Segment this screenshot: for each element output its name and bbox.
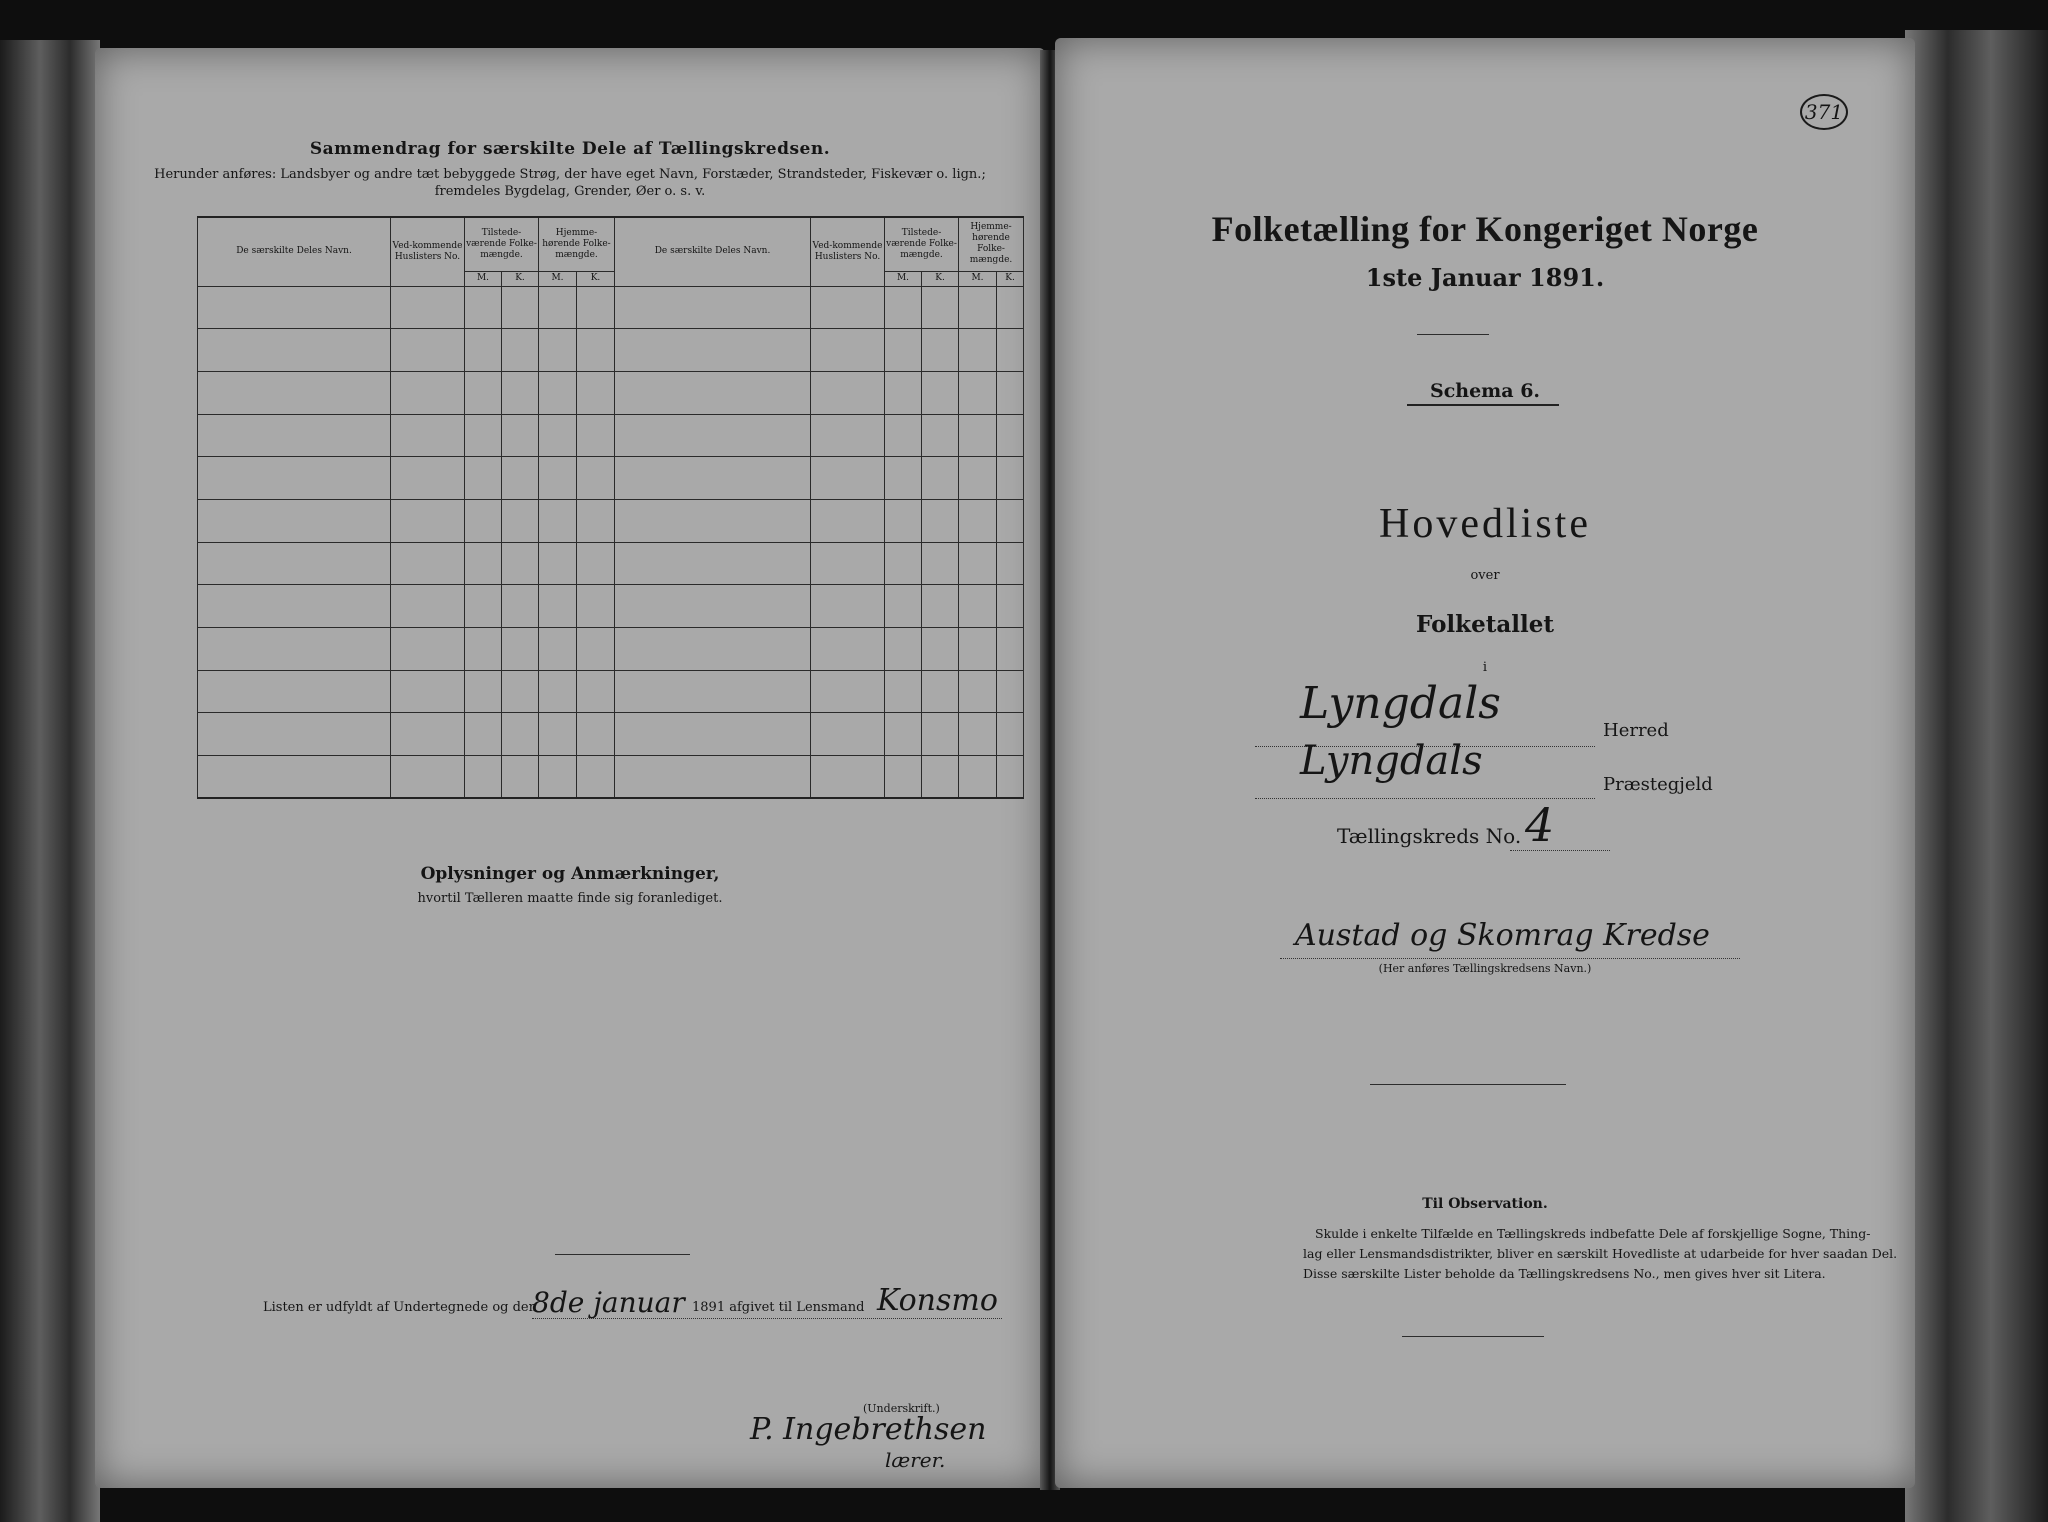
sub-k: K. <box>577 271 615 286</box>
table-cell <box>922 286 959 329</box>
table-cell <box>997 756 1024 799</box>
col-header-name-2: De særskilte Deles Navn. <box>615 217 811 286</box>
table-cell <box>577 286 615 329</box>
table-cell <box>615 713 811 756</box>
table-cell <box>465 414 502 457</box>
table-cell <box>465 542 502 585</box>
table-cell <box>465 499 502 542</box>
table-cell <box>615 542 811 585</box>
table-cell <box>198 713 391 756</box>
table-cell <box>465 329 502 372</box>
table-cell <box>391 670 465 713</box>
table-cell <box>577 414 615 457</box>
table-cell <box>615 628 811 671</box>
summary-table <box>197 216 1024 799</box>
table-cell <box>922 756 959 799</box>
census-date: 1ste Januar 1891. <box>1365 263 1605 292</box>
signature: P. Ingebrethsen <box>750 1412 987 1447</box>
bottom-divider <box>1402 1336 1544 1337</box>
table-cell <box>997 414 1024 457</box>
table-cell <box>391 713 465 756</box>
observation-line1: Skulde i enkelte Tilfælde en Tællingskreds indbefatte Dele af forskjellige Sogne, Thing- <box>1315 1226 1871 1241</box>
table-cell <box>391 585 465 628</box>
table-cell <box>539 371 577 414</box>
table-cell <box>539 457 577 500</box>
table-cell <box>198 542 391 585</box>
table-cell <box>959 414 997 457</box>
signature-label: (Underskrift.) <box>863 1402 940 1415</box>
table-row <box>198 713 1024 756</box>
col-header-vedkommende-2: Ved-kommende Huslisters No. <box>811 217 885 286</box>
kreds-number: 4 <box>1525 798 1555 852</box>
table-cell <box>391 371 465 414</box>
signoff-year: 1891 afgivet til Lensmand <box>692 1300 865 1315</box>
table-cell <box>997 457 1024 500</box>
table-cell <box>811 670 885 713</box>
table-cell <box>539 670 577 713</box>
table-cell <box>198 371 391 414</box>
table-cell <box>811 414 885 457</box>
table-cell <box>959 371 997 414</box>
sub-m: M. <box>465 271 502 286</box>
kreds-dotline <box>1510 850 1610 851</box>
table-cell <box>198 329 391 372</box>
table-cell <box>922 499 959 542</box>
table-cell <box>885 670 922 713</box>
table-cell <box>811 286 885 329</box>
table-cell <box>811 457 885 500</box>
table-cell <box>539 499 577 542</box>
table-cell <box>811 713 885 756</box>
table-cell <box>885 499 922 542</box>
table-cell <box>502 713 539 756</box>
table-row <box>198 371 1024 414</box>
table-cell <box>885 585 922 628</box>
table-cell <box>539 542 577 585</box>
table-row <box>198 585 1024 628</box>
signature-title: lærer. <box>885 1448 946 1472</box>
table-cell <box>391 414 465 457</box>
signoff-date: 8de januar <box>532 1286 685 1319</box>
table-cell <box>391 329 465 372</box>
col-header-tilstede-1: Tilstede-værende Folke-mængde. <box>465 217 539 271</box>
table-cell <box>465 371 502 414</box>
table-cell <box>615 457 811 500</box>
table-cell <box>885 329 922 372</box>
table-row <box>198 499 1024 542</box>
kreds-name: Austad og Skomrag Kredse <box>1295 918 1710 953</box>
table-cell <box>465 457 502 500</box>
table-row <box>198 414 1024 457</box>
table-cell <box>997 542 1024 585</box>
right-page <box>1055 38 1915 1488</box>
table-cell <box>465 628 502 671</box>
schema-label: Schema 6. <box>1429 380 1541 402</box>
summary-subtitle-line1: Herunder anføres: Landsbyer og andre tæt bebyggede Strøg, der have eget Navn, Forstæder, Strandsteder, Fiskevær o. lign.; <box>154 167 986 182</box>
table-cell <box>539 756 577 799</box>
signoff-dotline <box>532 1318 1002 1319</box>
table-cell <box>577 329 615 372</box>
table-cell <box>615 756 811 799</box>
table-cell <box>959 329 997 372</box>
table-cell <box>502 329 539 372</box>
hovedliste-title: Hovedliste <box>1379 501 1591 547</box>
observation-title: Til Observation. <box>1422 1196 1548 1212</box>
table-cell <box>502 371 539 414</box>
table-cell <box>922 542 959 585</box>
col-header-vedkommende-1: Ved-kommende Huslisters No. <box>391 217 465 286</box>
table-cell <box>811 542 885 585</box>
table-cell <box>959 499 997 542</box>
table-cell <box>885 542 922 585</box>
observation-line3: Disse særskilte Lister beholde da Tællingskredsens No., men gives hver sit Litera. <box>1303 1266 1826 1281</box>
table-cell <box>391 542 465 585</box>
table-cell <box>885 756 922 799</box>
table-cell <box>391 628 465 671</box>
col-header-hjemme-1: Hjemme-hørende Folke-mængde. <box>539 217 615 271</box>
table-cell <box>885 713 922 756</box>
table-cell <box>577 499 615 542</box>
table-cell <box>502 670 539 713</box>
table-cell <box>922 670 959 713</box>
signoff-lensmand: Konsmo <box>877 1283 998 1318</box>
table-cell <box>811 329 885 372</box>
table-cell <box>997 499 1024 542</box>
table-cell <box>811 756 885 799</box>
table-cell <box>615 286 811 329</box>
table-cell <box>465 756 502 799</box>
table-cell <box>922 371 959 414</box>
over-text: over <box>1470 568 1500 583</box>
table-cell <box>391 286 465 329</box>
kreds-name-caption: (Her anføres Tællingskredsens Navn.) <box>1378 962 1592 975</box>
table-cell <box>922 457 959 500</box>
table-cell <box>959 670 997 713</box>
table-cell <box>811 371 885 414</box>
sub-k: K. <box>502 271 539 286</box>
table-cell <box>959 585 997 628</box>
table-cell <box>539 585 577 628</box>
table-cell <box>615 329 811 372</box>
sub-k: K. <box>997 271 1024 286</box>
table-cell <box>959 457 997 500</box>
table-cell <box>811 499 885 542</box>
lower-divider <box>1370 1084 1566 1085</box>
table-cell <box>577 585 615 628</box>
table-cell <box>198 414 391 457</box>
main-title: Folketælling for Kongeriget Norge <box>1211 209 1759 249</box>
table-cell <box>577 756 615 799</box>
table-cell <box>922 585 959 628</box>
table-cell <box>997 329 1024 372</box>
table-cell <box>577 670 615 713</box>
table-cell <box>465 585 502 628</box>
table-cell <box>959 713 997 756</box>
table-cell <box>198 670 391 713</box>
table-cell <box>885 628 922 671</box>
table-cell <box>391 756 465 799</box>
table-cell <box>885 414 922 457</box>
kreds-name-dotline <box>1280 958 1740 959</box>
book-edge-right <box>1905 30 2048 1522</box>
table-cell <box>539 414 577 457</box>
table-cell <box>959 756 997 799</box>
table-cell <box>615 670 811 713</box>
table-cell <box>502 756 539 799</box>
table-cell <box>198 628 391 671</box>
table-cell <box>502 414 539 457</box>
remarks-subtitle: hvortil Tælleren maatte finde sig foranlediget. <box>417 891 723 906</box>
summary-subtitle-line2: fremdeles Bygdelag, Grender, Øer o. s. v. <box>434 184 706 199</box>
table-cell <box>502 499 539 542</box>
table-cell <box>465 670 502 713</box>
table-cell <box>502 457 539 500</box>
table-cell <box>922 329 959 372</box>
table-cell <box>997 628 1024 671</box>
table-cell <box>391 499 465 542</box>
col-header-hjemme-2: Hjemme-hørende Folke-mængde. <box>959 217 1024 271</box>
herred-label: Herred <box>1603 720 1669 741</box>
page-number: 371 <box>1800 94 1848 130</box>
table-cell <box>922 414 959 457</box>
table-row <box>198 670 1024 713</box>
table-cell <box>885 371 922 414</box>
table-cell <box>885 286 922 329</box>
table-cell <box>997 713 1024 756</box>
table-cell <box>997 286 1024 329</box>
table-cell <box>198 585 391 628</box>
table-cell <box>577 628 615 671</box>
table-row <box>198 329 1024 372</box>
kreds-label: Tællingskreds No. <box>1337 824 1522 848</box>
col-header-tilstede-2: Tilstede-værende Folke-mængde. <box>885 217 959 271</box>
table-cell <box>615 414 811 457</box>
table-cell <box>539 628 577 671</box>
praestegjeld-label: Præstegjeld <box>1603 774 1713 795</box>
signoff-divider <box>555 1254 690 1255</box>
table-row <box>198 542 1024 585</box>
sub-k: K. <box>922 271 959 286</box>
table-cell <box>539 713 577 756</box>
table-cell <box>615 499 811 542</box>
i-text: i <box>1482 660 1488 675</box>
table-cell <box>502 286 539 329</box>
table-cell <box>811 585 885 628</box>
table-cell <box>959 286 997 329</box>
table-cell <box>997 585 1024 628</box>
table-cell <box>997 670 1024 713</box>
herred-name: Lyngdals <box>1300 678 1501 729</box>
table-cell <box>885 457 922 500</box>
table-cell <box>198 756 391 799</box>
table-row <box>198 457 1024 500</box>
table-cell <box>922 713 959 756</box>
praestegjeld-name: Lyngdals <box>1300 738 1483 784</box>
table-cell <box>465 286 502 329</box>
table-cell <box>615 585 811 628</box>
table-cell <box>539 286 577 329</box>
table-cell <box>577 371 615 414</box>
schema-underline <box>1407 404 1559 406</box>
table-cell <box>577 713 615 756</box>
table-cell <box>997 371 1024 414</box>
signoff-prefix: Listen er udfyldt af Undertegnede og den <box>263 1300 537 1315</box>
table-cell <box>577 457 615 500</box>
table-cell <box>198 499 391 542</box>
table-row <box>198 628 1024 671</box>
folketallet-title: Folketallet <box>1416 611 1554 638</box>
table-cell <box>539 329 577 372</box>
sub-m: M. <box>959 271 997 286</box>
table-cell <box>502 628 539 671</box>
table-cell <box>502 585 539 628</box>
table-cell <box>198 286 391 329</box>
book-edge-left <box>0 40 100 1522</box>
left-page <box>95 48 1045 1488</box>
table-row <box>198 756 1024 799</box>
table-cell <box>577 542 615 585</box>
table-cell <box>811 628 885 671</box>
table-cell <box>615 371 811 414</box>
sub-m: M. <box>539 271 577 286</box>
summary-table-body <box>198 286 1024 798</box>
table-cell <box>959 542 997 585</box>
remarks-title: Oplysninger og Anmærkninger, <box>420 864 720 884</box>
table-cell <box>959 628 997 671</box>
col-header-name-1: De særskilte Deles Navn. <box>198 217 391 286</box>
table-cell <box>391 457 465 500</box>
table-cell <box>502 542 539 585</box>
table-cell <box>465 713 502 756</box>
title-divider <box>1417 334 1489 335</box>
table-cell <box>922 628 959 671</box>
summary-title: Sammendrag for særskilte Dele af Tællingskredsen. <box>309 139 831 159</box>
observation-line2: lag eller Lensmandsdistrikter, bliver en særskilt Hovedliste at udarbeide for hver saadan Del. <box>1303 1246 1898 1261</box>
sub-m: M. <box>885 271 922 286</box>
table-cell <box>198 457 391 500</box>
table-row <box>198 286 1024 329</box>
